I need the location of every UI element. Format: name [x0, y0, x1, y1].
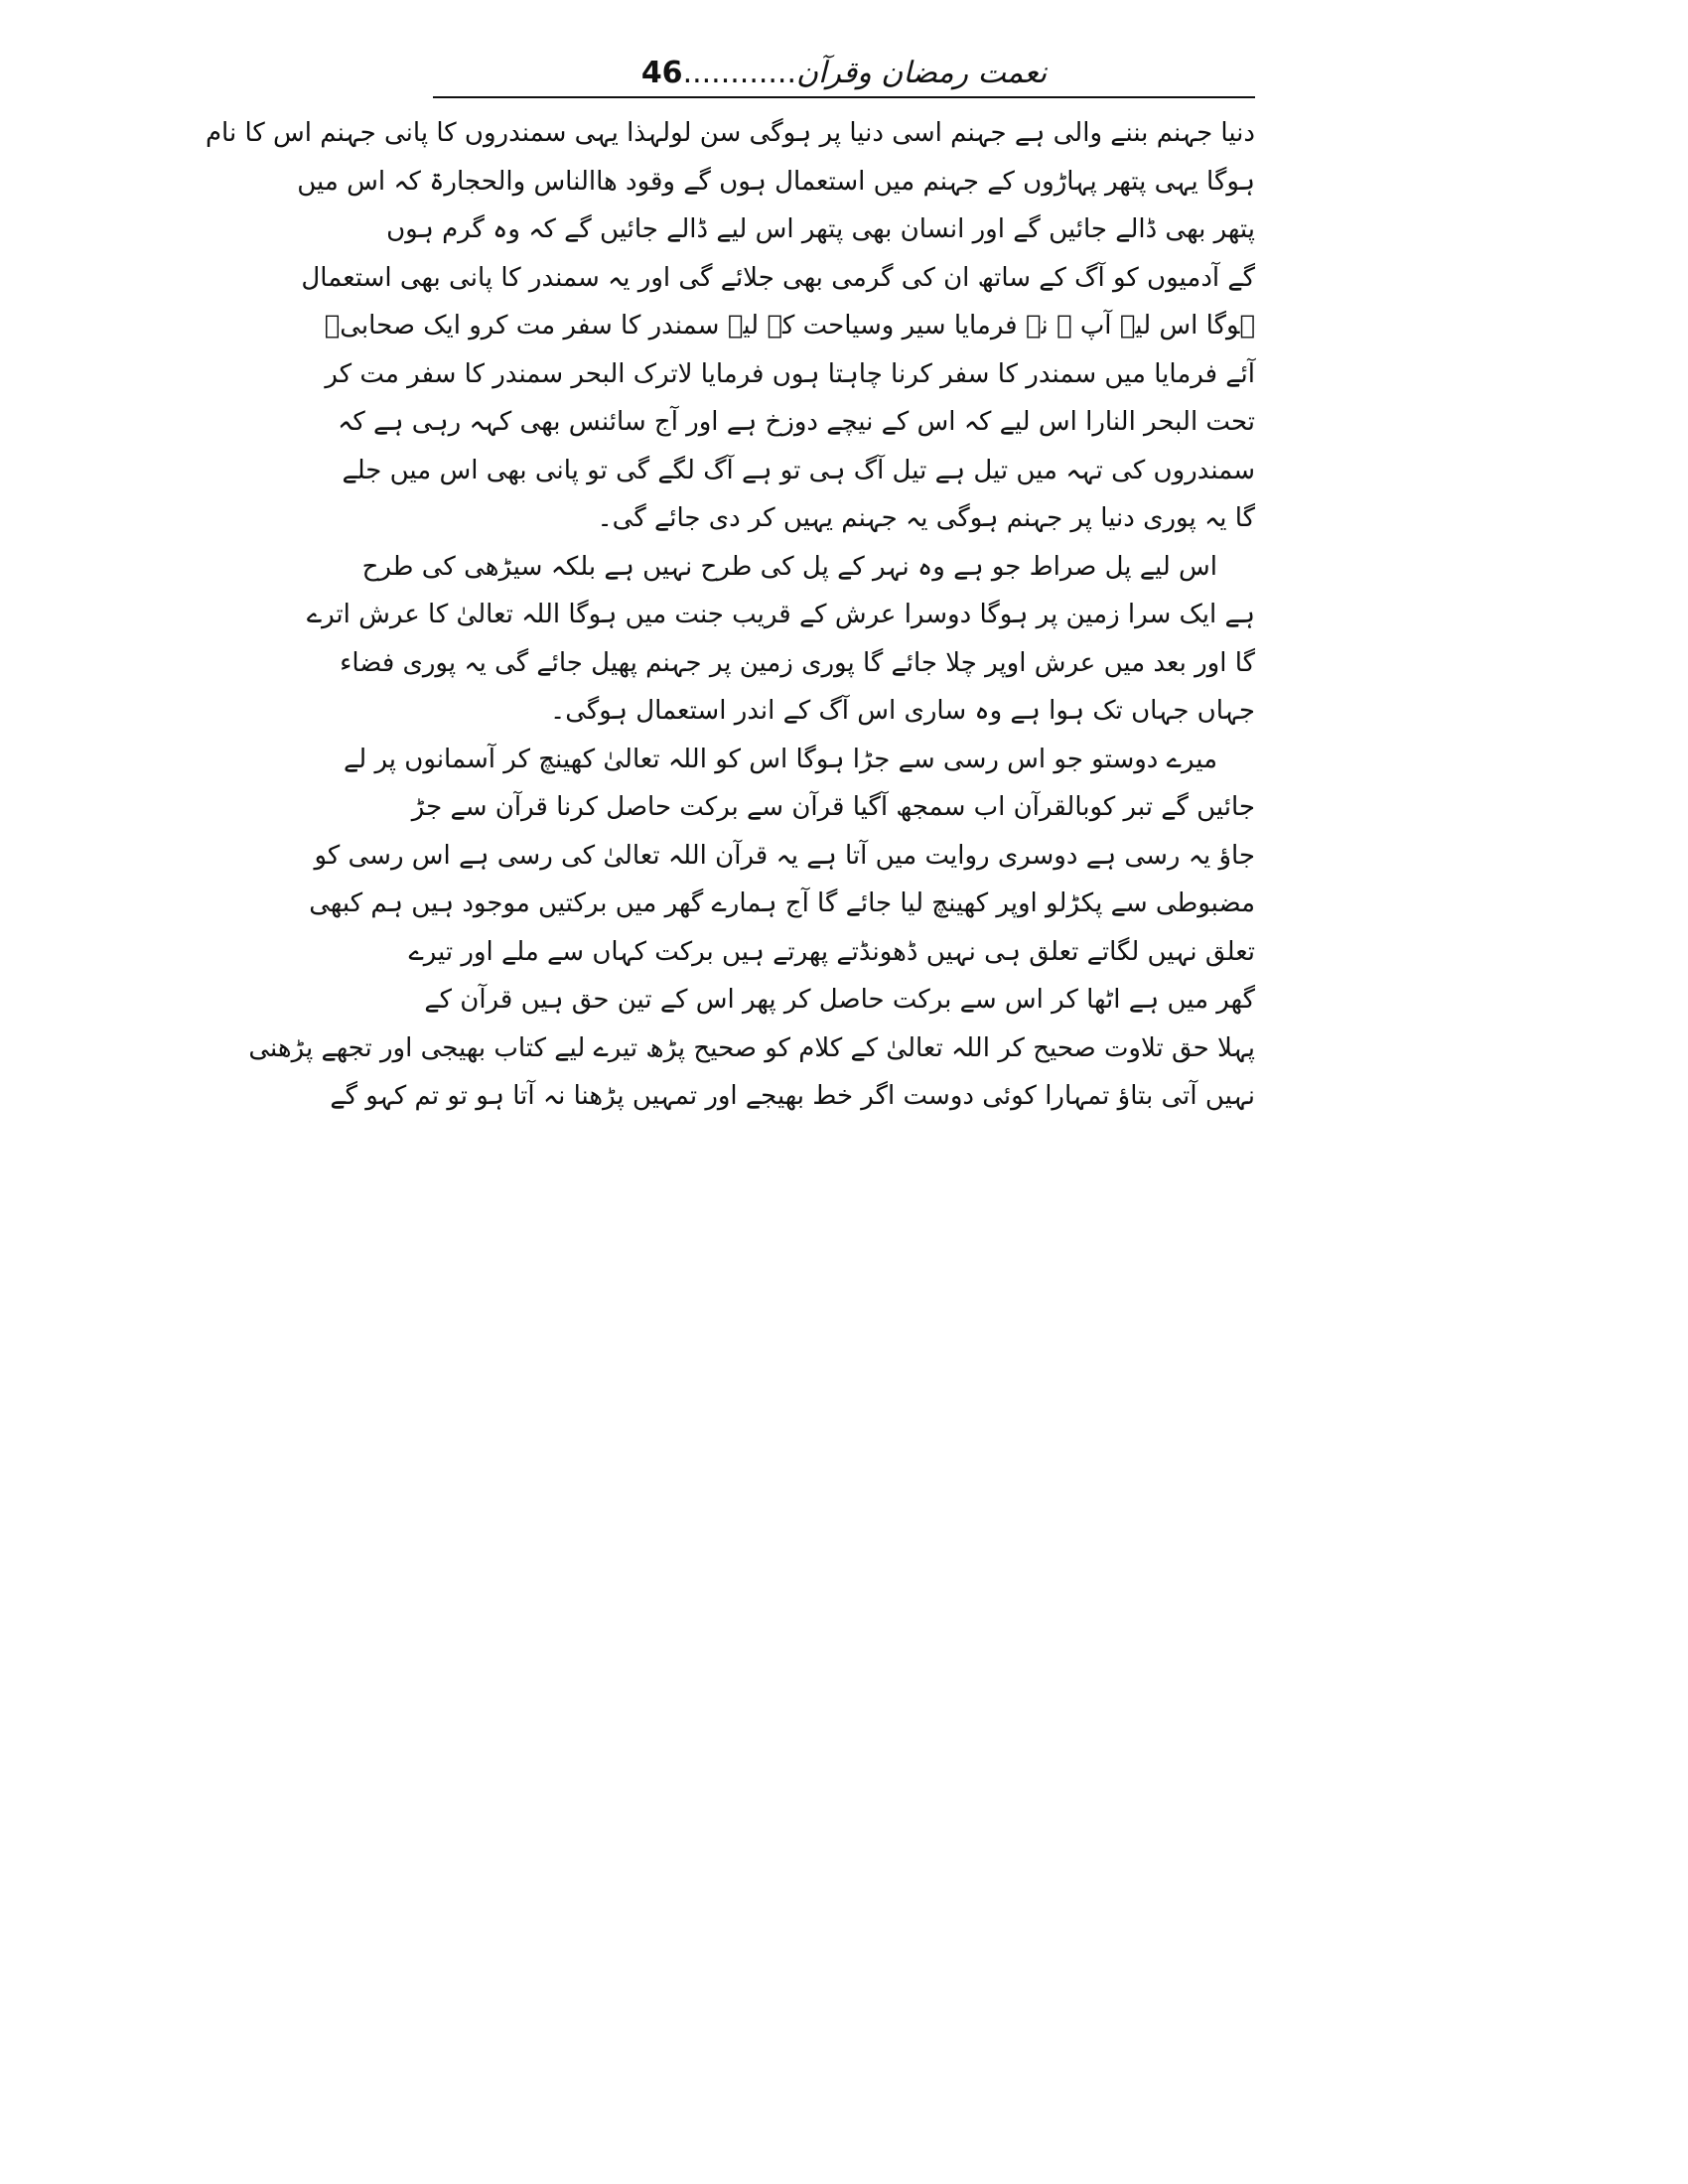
leader-dots: ............ — [682, 56, 796, 90]
text-line: نہیں آتی بتاؤ تمہارا کوئی دوست اگر خط بھیجے اور تمہیں پڑھنا نہ آتا ہو تو تم کہو گے — [330, 1081, 1255, 1111]
text-line: ہوگا اس لیے آپ ﷺ نے فرمایا سیر وسیاحت کے لیے سمندر کا سفر مت کرو ایک صحابیؓ — [324, 311, 1255, 341]
text-line: تحت البحر النارا اس لیے کہ اس کے نیچے دوزخ ہے اور آج سائنس بھی کہہ رہی ہے کہ — [338, 407, 1255, 437]
text-line: گا اور بعد میں عرش اوپر چلا جائے گا پوری زمین پر جہنم پھیل جائے گی یہ پوری فضاء — [340, 647, 1255, 678]
running-header — [433, 52, 1255, 95]
text-line: اس لیے پل صراط جو ہے وہ نہر کے پل کی طرح نہیں ہے بلکہ سیڑھی کی طرح — [361, 551, 1217, 582]
book-title: نعمت رمضان وقرآن — [796, 56, 1048, 90]
text-line: دنیا جہنم بننے والی ہے جہنم اسی دنیا پر ہوگی سن لولہذا یہی سمندروں کا پانی جہنم اس کا نام — [205, 118, 1255, 148]
text-line: مضبوطی سے پکڑلو اوپر کھینچ لیا جائے گا آج ہمارے گھر میں برکتیں موجود ہیں ہم کبھی — [309, 888, 1255, 918]
text-line: جائیں گے تبر کوبالقرآن اب سمجھ آگیا قرآن سے برکت حاصل کرنا قرآن سے جڑ — [411, 792, 1255, 822]
text-line: گھر میں ہے اٹھا کر اس سے برکت حاصل کر پھر اس کے تین حق ہیں قرآن کے — [424, 985, 1255, 1015]
text-line: پہلا حق تلاوت صحیح کر اللہ تعالیٰ کے کلام کو صحیح پڑھ تیرے لیے کتاب بھیجی اور تجھے پڑھنی — [248, 1032, 1255, 1063]
page-number: 46 — [640, 56, 683, 90]
text-line: آئے فرمایا میں سمندر کا سفر کرنا چاہتا ہوں فرمایا لاترک البحر سمندر کا سفر مت کر — [325, 358, 1255, 389]
text-line: جہاں جہاں تک ہوا ہے وہ ساری اس آگ کے اندر استعمال ہوگی۔ — [549, 696, 1255, 726]
text-line: گے آدمیوں کو آگ کے ساتھ ان کی گرمی بھی جلائے گی اور یہ سمندر کا پانی بھی استعمال — [301, 262, 1255, 293]
text-line: گا یہ پوری دنیا پر جہنم ہوگی یہ جہنم یہیں کر دی جائے گی۔ — [597, 503, 1255, 533]
text-line: ہوگا یہی پتھر پہاڑوں کے جہنم میں استعمال ہوں گے وقود ھاالناس والحجارۃ کہ اس میں — [297, 166, 1255, 197]
text-line: میرے دوستو جو اس رسی سے جڑا ہوگا اس کو اللہ تعالیٰ کھینچ کر آسمانوں پر لے — [344, 744, 1217, 774]
body-text — [205, 109, 1255, 1121]
text-line: سمندروں کی تہہ میں تیل ہے تیل آگ ہی تو ہے آگ لگے گی تو پانی بھی اس میں جلے — [342, 455, 1255, 485]
text-line: ہے ایک سرا زمین پر ہوگا دوسرا عرش کے قریب جنت میں ہوگا اللہ تعالیٰ کا عرش اترے — [306, 600, 1255, 629]
text-line: جاؤ یہ رسی ہے دوسری روایت میں آتا ہے یہ قرآن اللہ تعالیٰ کی رسی ہے اس رسی کو — [314, 840, 1255, 871]
header-rule — [433, 96, 1255, 98]
text-line: تعلق نہیں لگاتے تعلق ہی نہیں ڈھونڈتے پھرتے ہیں برکت کہاں سے ملے اور تیرے — [408, 936, 1255, 967]
text-line: پتھر بھی ڈالے جائیں گے اور انسان بھی پتھر اس لیے ڈالے جائیں گے کہ وہ گرم ہوں — [386, 214, 1255, 244]
